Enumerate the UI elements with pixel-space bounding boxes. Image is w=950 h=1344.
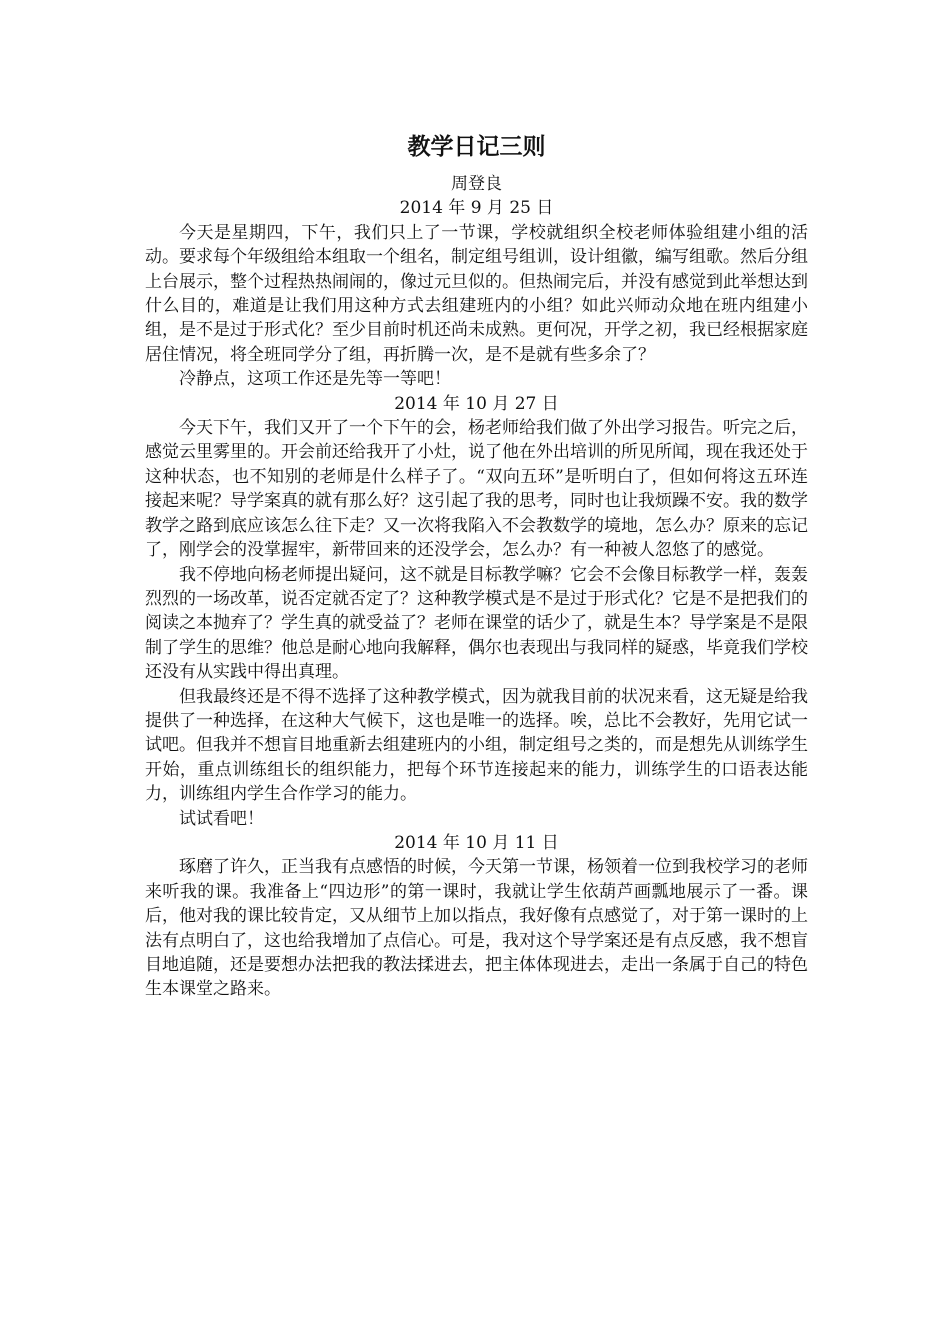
entry-paragraph: 冷静点，这项工作还是先等一等吧！ (179, 369, 451, 390)
document-page (145, 130, 808, 1002)
entry-paragraph: 琢磨了许久，正当我有点感悟的时候，今天第一节课，杨领着一位到我校学习的老师来听我的课。我准备上“四边形”的第一课时，我就让学生依葫芦画瓢地展示了一番。课后，他对我的课比较肯定，又从细节上加以指点，我好像有点感觉了，对于第一课时的上法有点明白了，这也给我增加了点信心。可是，我对这个导学案还是有点反感，我不想盲目地追随，还是要想办法把我的教法揉进去，把主体体现进去，走出一条属于自己的特色生本课堂之路来。 (145, 857, 808, 1000)
entry-paragraph: 今天下午，我们又开了一个下午的会，杨老师给我们做了外出学习报告。听完之后，感觉云里雾里的。开会前还给我开了小灶，说了他在外出培训的所见所闻，现在我还处于这种状态，也不知别的老师是什么样子了。“双向五环”是听明白了，但如何将这五环连接起来呢？导学案真的就有那么好？这引起了我的思考，同时也让我烦躁不安。我的数学教学之路到底应该怎么往下走？又一次将我陷入不会教数学的境地，怎么办？原来的忘记了，刚学会的没掌握牢，新带回来的还没学会，怎么办？有一种被人忽悠了的感觉。 (145, 418, 808, 561)
author-name: 周登良 (451, 174, 502, 194)
entry-date: 2014 年 10 月 27 日 (394, 393, 559, 414)
entry-paragraph: 今天是星期四，下午，我们只上了一节课，学校就组织全校老师体验组建小组的活动。要求每个年级组给本组取一个组名，制定组号组训，设计组徽，编写组歌。然后分组上台展示，整个过程热热闹闹的，像过元旦似的。但热闹完后，并没有感觉到此举想达到什么目的，难道是让我们用这种方式去组建班内的小组？如此兴师动众地在班内组建小组，是不是过于形式化？至少目前时机还尚未成熟。更何况，开学之初，我已经根据家庭居住情况，将全班同学分了组，再折腾一次，是不是就有些多余了？ (145, 222, 808, 365)
entry-paragraph: 但我最终还是不得不选择了这种教学模式，因为就我目前的状况来看，这无疑是给我提供了一种选择，在这种大气候下，这也是唯一的选择。唉，总比不会教好，先用它试一试吧。但我并不想盲目地重新去组建班内的小组，制定组号之类的，而是想先从训练学生开始，重点训练组长的组织能力，把每个环节连接起来的能力，训练学生的口语表达能力，训练组内学生合作学习的能力。 (145, 686, 808, 805)
entry-paragraph: 我不停地向杨老师提出疑问，这不就是目标教学嘛？它会不会像目标教学一样，轰轰烈烈的一场改革，说否定就否定了？这种教学模式是不是过于形式化？它是不是把我们的阅读之本抛弃了？学生真的就受益了？老师在课堂的话少了，就是生本？导学案是不是限制了学生的思维？他总是耐心地向我解释，偶尔也表现出与我同样的疑惑，毕竟我们学校还没有从实践中得出真理。 (145, 564, 808, 683)
entry-date: 2014 年 9 月 25 日 (399, 198, 554, 219)
diary-entry-2 (145, 392, 808, 831)
diary-entry-3 (145, 831, 808, 1002)
entry-date: 2014 年 10 月 11 日 (394, 832, 559, 853)
document-title: 教学日记三则 (407, 134, 546, 160)
diary-entry-1 (145, 196, 808, 391)
entry-paragraph: 试试看吧！ (179, 808, 264, 829)
